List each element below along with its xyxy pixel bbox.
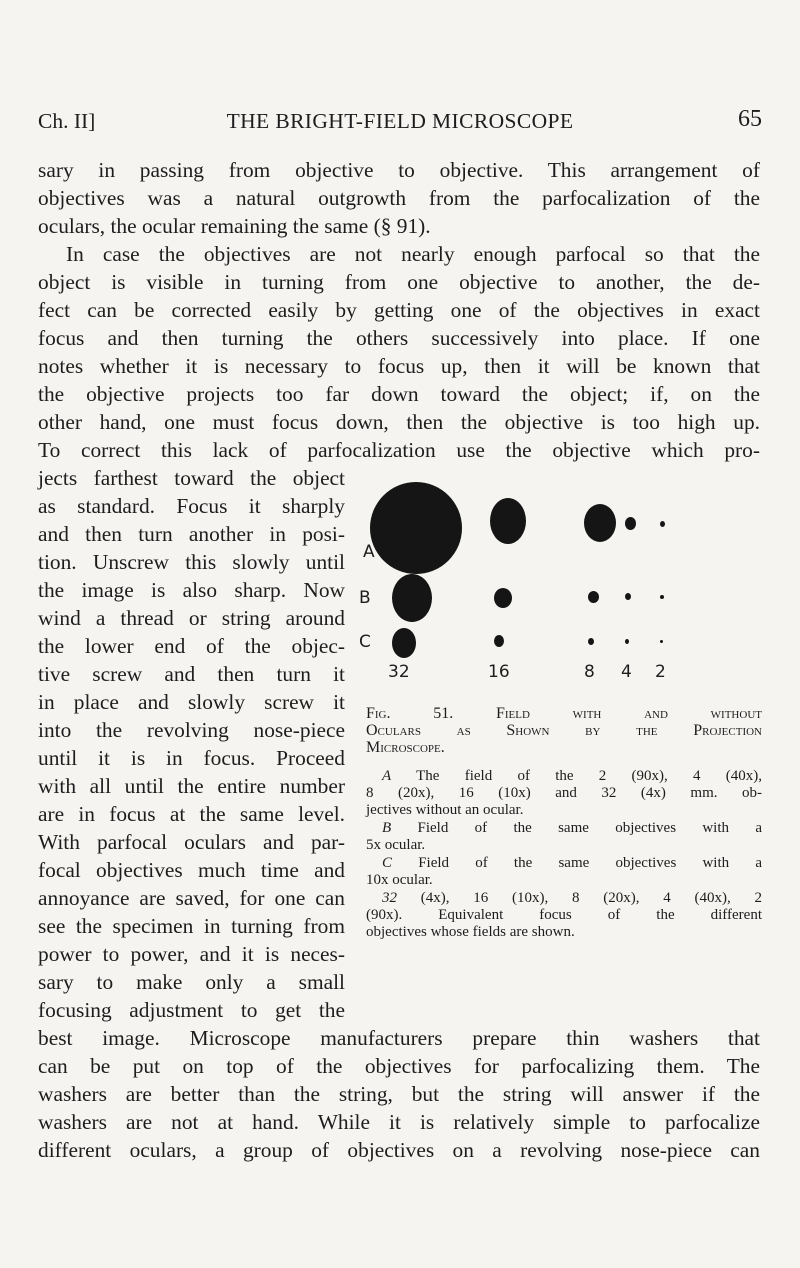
caption-line: 32 (4x), 16 (10x), 8 (20x), 4 (40x), 2 xyxy=(382,890,762,906)
text-line: focus and then turning the others successively into place. If one xyxy=(38,326,760,350)
text-line: oculars, the ocular remaining the same (§ 91). xyxy=(38,214,431,238)
caption-line: 8 (20x), 16 (10x) and 32 (4x) mm. ob- xyxy=(366,785,762,801)
field-disc-b-4 xyxy=(625,593,631,600)
text-line: sary in passing from objective to objective. This arrangement of xyxy=(38,158,760,182)
caption-line: objectives whose fields are shown. xyxy=(366,924,575,940)
text-line: the lower end of the objec- xyxy=(38,634,345,658)
field-disc-c-32 xyxy=(392,628,416,658)
caption-title-line: Oculars as Shown by the Projection xyxy=(366,722,762,739)
text-line: tion. Unscrew this slowly until xyxy=(38,550,345,574)
field-disc-c-4 xyxy=(625,639,629,644)
text-line: can be put on top of the objectives for parfocalizing them. The xyxy=(38,1054,760,1078)
text-line: as standard. Focus it sharply xyxy=(38,494,345,518)
caption-line: 5x ocular. xyxy=(366,837,426,853)
text-line: object is visible in turning from one objective to another, the de- xyxy=(38,270,760,294)
field-disc-a-32 xyxy=(370,482,462,574)
text-line: in place and slowly screw it xyxy=(38,690,345,714)
text-line: tive screw and then turn it xyxy=(38,662,345,686)
text-line: focal objectives much time and xyxy=(38,858,345,882)
caption-line: A The field of the 2 (90x), 4 (40x), xyxy=(382,768,762,784)
caption-line: jectives without an ocular. xyxy=(366,802,524,818)
text-line: With parfocal oculars and par- xyxy=(38,830,345,854)
field-disc-a-8 xyxy=(584,504,616,542)
text-line: best image. Microscope manufacturers prepare thin washers that xyxy=(38,1026,760,1050)
page-number: 65 xyxy=(738,106,762,132)
running-title: THE BRIGHT-FIELD MICROSCOPE xyxy=(226,109,574,133)
text-line: are in focus at the same level. xyxy=(38,802,345,826)
column-label-8: 8 xyxy=(584,662,595,682)
text-line: washers are better than the string, but the string will answer if the xyxy=(38,1082,760,1106)
field-disc-b-8 xyxy=(588,591,599,603)
text-line: and then turn another in posi- xyxy=(38,522,345,546)
column-label-2: 2 xyxy=(655,662,666,682)
caption-line: B Field of the same objectives with a xyxy=(382,820,762,836)
field-disc-c-2 xyxy=(660,640,663,643)
running-head xyxy=(38,106,762,139)
field-disc-a-2 xyxy=(660,521,665,527)
column-label-32: 32 xyxy=(388,662,410,682)
caption-title-line: Fig. 51. Field with and without xyxy=(366,705,762,722)
row-label-b: B xyxy=(359,588,371,608)
text-line: focusing adjustment to get the xyxy=(38,998,345,1022)
text-line: In case the objectives are not nearly enough parfocal so that the xyxy=(66,242,760,266)
column-label-16: 16 xyxy=(488,662,510,682)
figure-51 xyxy=(358,468,762,708)
text-line: wind a thread or string around xyxy=(38,606,345,630)
text-line: sary to make only a small xyxy=(38,970,345,994)
text-line: the objective projects too far down toward the object; if, on the xyxy=(38,382,760,406)
text-line: into the revolving nose-piece xyxy=(38,718,345,742)
field-disc-b-32 xyxy=(392,574,432,622)
row-label-c: C xyxy=(359,632,371,652)
column-label-4: 4 xyxy=(621,662,632,682)
field-disc-b-16 xyxy=(494,588,512,608)
figure-number: Fig. 51. xyxy=(366,705,454,722)
caption-line: (90x). Equivalent focus of the different xyxy=(366,907,762,923)
field-disc-c-8 xyxy=(588,638,594,645)
field-disc-c-16 xyxy=(494,635,504,647)
text-line: jects farthest toward the object xyxy=(38,466,345,490)
text-line: other hand, one must focus down, then the objective is too high up. xyxy=(38,410,760,434)
text-line: objectives was a natural outgrowth from the parfocalization of the xyxy=(38,186,760,210)
field-disc-a-16 xyxy=(490,498,526,544)
field-disc-b-2 xyxy=(660,595,664,599)
text-line: the image is also sharp. Now xyxy=(38,578,345,602)
text-line: washers are not at hand. While it is relatively simple to parfocalize xyxy=(38,1110,760,1134)
text-line: notes whether it is necessary to focus up, then it will be known that xyxy=(38,354,760,378)
caption-line: C Field of the same objectives with a xyxy=(382,855,762,871)
text-line: annoyance are saved, for one can xyxy=(38,886,345,910)
text-line: see the specimen in turning from xyxy=(38,914,345,938)
text-line: power to power, and it is neces- xyxy=(38,942,345,966)
caption-line: 10x ocular. xyxy=(366,872,433,888)
text-line: To correct this lack of parfocalization use the objective which pro- xyxy=(38,438,760,462)
chapter-label: Ch. II] xyxy=(38,109,96,133)
row-label-a: A xyxy=(363,542,375,562)
field-disc-a-4 xyxy=(625,517,636,530)
text-line: different oculars, a group of objectives on a revolving nose-piece can xyxy=(38,1138,760,1162)
caption-title-line: Microscope. xyxy=(366,739,445,756)
text-line: until it is in focus. Proceed xyxy=(38,746,345,770)
text-line: with all until the entire number xyxy=(38,774,345,798)
text-line: fect can be corrected easily by getting one of the objectives in exact xyxy=(38,298,760,322)
